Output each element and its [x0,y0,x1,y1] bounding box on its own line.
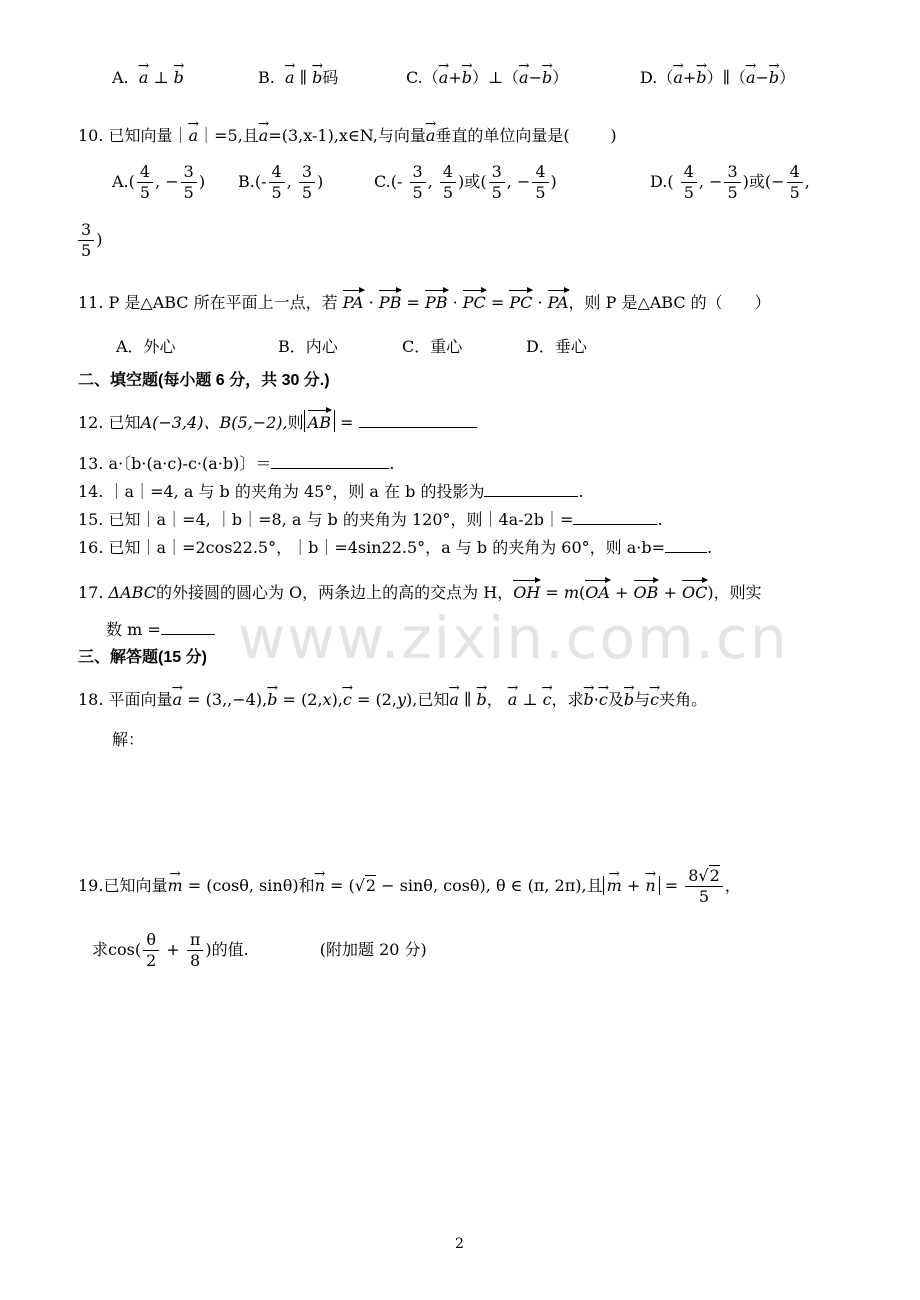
q15: 15. 已知｜a｜=4, ｜b｜=8, a 与 b 的夹角为 120°，则｜4a-2b｜= . [78,510,663,529]
q13: 13. a·〔b·(a·c)-c·(a·b)〕＝ . [78,454,395,473]
q10-option-d-cont: $\frac{3}{5}$ ) [76,220,102,261]
q11-stem: 11. P 是△ABC 所在平面上一点，若 PA · PB = PB · PC = PC · PA，则 P 是△ABC 的（ ） [78,290,771,312]
watermark-text: www.zixin.com.cn [238,604,789,672]
q9-option-a: A. → a ⊥ → b [112,68,184,87]
q9-option-b: B. → a ∥ → b码 [258,68,338,87]
bonus-note: (附加题 20 分) [319,940,427,959]
q16: 16. 已知｜a｜=2cos22.5°，｜b｜=4sin22.5°，a 与 b 的夹角为 60°，则 a·b= . [78,538,713,557]
q19: 19.已知向量→ m = (cosθ, sinθ)和→ n = (√2 − sinθ, cosθ), θ ∈ (π, 2π),且 → m + → n = $\frac{8√2}{5}$ ， [78,866,741,907]
q10-option-c: C.(- $\frac{3}{5}$ , $\frac{4}{5}$ )或( $\frac{3}{5}$ , − $\frac{4}{5}$ ) [374,162,557,202]
q18: 18. 平面向量→ a = (3,,−4),→ b = (2,x),→ c = (2,y),已知→ a ∥ → b， → a ⊥ → c，求→ b·→ c及→ b与→ c夹角。 [78,690,707,709]
q10-option-a: A.( $\frac{4}{5}$ , − $\frac{3}{5}$ ) [112,162,206,202]
q17: 17. ΔABC的外接圆的圆心为 O，两条边上的高的交点为 H，OH = m(OA + OB + OC)，则实 [78,580,762,602]
q14: 14. ｜a｜=4, a 与 b 的夹角为 45°，则 a 在 b 的投影为 . [78,482,584,501]
q11-option-b: B．内心 [278,337,338,356]
q19-cont: 求cos( $\frac{\theta}{2}$ + $\frac{\pi}{8}$ )的值. (附加题 20 分) [92,930,427,970]
page-number: 2 [455,1236,464,1252]
q11-option-c: C．重心 [402,337,463,356]
q10-option-d: D.( $\frac{4}{5}$ , − $\frac{3}{5}$ )或(− $\frac{4}{5}$ , [650,162,810,202]
q11-option-a: A．外心 [116,337,176,356]
q10-option-b: B.(- $\frac{4}{5}$ , $\frac{3}{5}$ ) [238,162,324,202]
q10-stem: 10. 已知向量｜→ a｜=5,且→ a=(3,x-1),x∈N,与向量→ a垂直的单位向量是( ) [78,126,617,145]
q11-option-d: D．垂心 [526,337,587,356]
q9-option-c: C.（→ a+→ b）⊥（→ a−→ b） [406,68,568,87]
q18-solution-label: 解： [112,730,145,749]
section-solution-heading: 三、解答题(15 分) [78,649,207,666]
section-fill-in-heading: 二、填空题(每小题 6 分，共 30 分.) [78,372,330,389]
q17-cont: 数 m = [106,620,215,639]
q12: 12. 已知A(−3,4)、B(5,−2),则 AB = [78,410,477,432]
q9-option-d: D.（→ a+→ b）∥（→ a−→ b） [640,68,795,87]
